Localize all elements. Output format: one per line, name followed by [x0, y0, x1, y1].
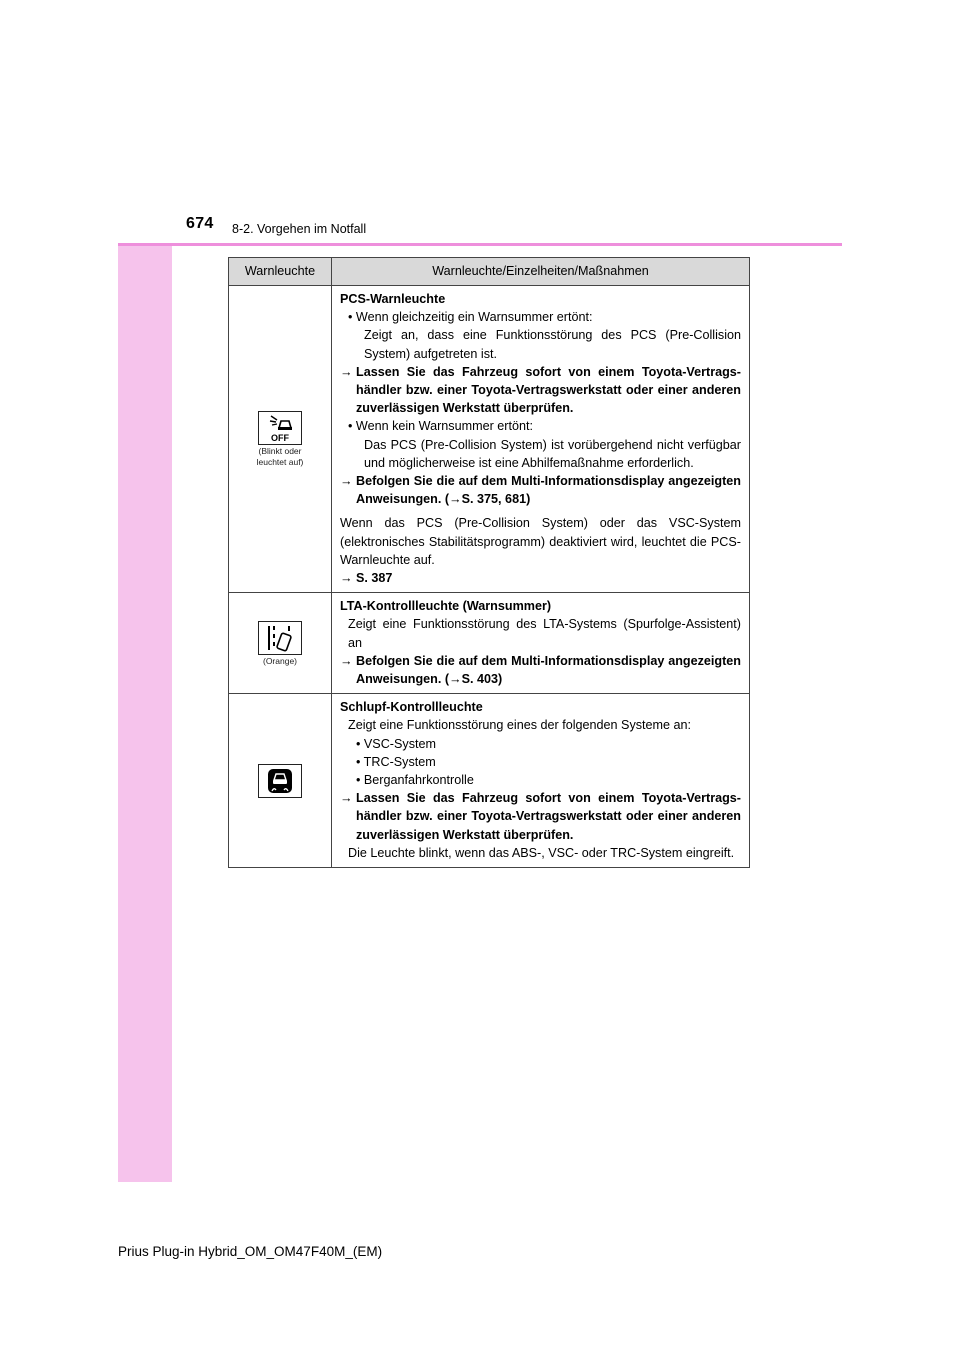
list-item: • TRC-System [356, 754, 436, 769]
icon-note: (Blinkt oder [258, 446, 302, 457]
footer-doc-id: Prius Plug-in Hybrid_OM_OM47F40M_(EM) [118, 1244, 383, 1259]
bullet-item: • Wenn gleichzeitig ein Warnsummer ertönt: [348, 310, 593, 325]
svg-text:OFF: OFF [271, 433, 289, 444]
note-paragraph: Wenn das PCS (Pre-Collision System) oder das VSC-System (elektronisches Stabilitätsprogramm) deaktiviert wird, leuchtet die PCS-Warnleuchte auf. [340, 516, 741, 567]
side-color-strip [118, 176, 172, 1182]
section-title: 8-2. Vorgehen im Notfall [232, 222, 367, 236]
list-item: • Berganfahrkontrolle [356, 773, 474, 788]
description-text: Zeigt eine Funktionsstörung des LTA-Systems (Spurfolge-Assistent) an [348, 617, 741, 650]
table-row [229, 694, 750, 868]
table-header-row [229, 258, 750, 286]
description-text: Zeigt eine Funktionsstörung eines der folgenden Systeme an: [348, 718, 692, 733]
header-rule [118, 243, 842, 246]
arrow-icon: → [340, 364, 353, 379]
icon-cell [229, 694, 332, 868]
action-text: Befolgen Sie die auf dem Multi-Informationsdisplay angezeigten Anweisungen. (→S. 403) [356, 653, 741, 687]
reference-line [340, 569, 741, 587]
column-header-warning-light: Warnleuchte [229, 258, 332, 286]
system-list [340, 735, 741, 790]
action-line [340, 363, 741, 418]
arrow-icon: → [340, 653, 353, 668]
warning-lights-table [228, 257, 750, 868]
table-row [229, 286, 750, 593]
reference-text: S. 387 [356, 571, 393, 586]
action-text: Lassen Sie das Fahrzeug sofort von einem Toyota-Vertragshändler bzw. einer Toyota-Vertragswerkstatt oder einer anderen zuverlässigen Werkstatt überprüfen. [356, 791, 741, 842]
icon-note: leuchtet auf) [256, 457, 304, 468]
icon-note: (Orange) [262, 655, 297, 666]
action-line [340, 652, 741, 688]
arrow-icon: → [340, 571, 353, 586]
details-cell [332, 694, 750, 868]
action-text: Lassen Sie das Fahrzeug sofort von einem Toyota-Vertragshändler bzw. einer Toyota-Vertragswerkstatt oder einer anderen zuverlässigen Werkstatt überprüfen. [356, 364, 741, 416]
details-cell [332, 593, 750, 694]
page-number: 674 [186, 215, 214, 232]
pcs-off-icon [258, 411, 302, 445]
table-row [229, 593, 750, 694]
list-item: • VSC-System [356, 736, 436, 751]
header-band [118, 176, 842, 244]
action-text: Befolgen Sie die auf dem Multi-Informationsdisplay angezeigten Anweisungen. (→S. 375, 681) [356, 474, 741, 507]
bullet-item: • Wenn kein Warnsummer ertönt: [348, 419, 533, 434]
action-line [340, 472, 741, 508]
slip-indicator-icon [258, 764, 302, 798]
lane-trace-icon [258, 621, 302, 655]
arrow-icon: → [340, 791, 353, 806]
note-text: Die Leuchte blinkt, wenn das ABS-, VSC- oder TRC-System eingreift. [348, 845, 735, 860]
arrow-icon: → [340, 474, 353, 489]
details-cell [332, 286, 750, 593]
icon-cell [229, 286, 332, 593]
bullet-text: Zeigt an, dass eine Funktionsstörung des PCS (Pre-Collision System) aufgetreten ist. [364, 328, 741, 361]
bullet-text: Das PCS (Pre-Collision System) ist vorübergehend nicht verfügbar und möglicherweise ist eine Abhilfemaßnahme erforderlich. [364, 437, 741, 470]
column-header-details: Warnleuchte/Einzelheiten/Maßnahmen [332, 258, 750, 286]
light-title: PCS-Warnleuchte [340, 292, 446, 306]
light-title: LTA-Kontrollleuchte (Warnsummer) [340, 599, 552, 614]
icon-cell [229, 593, 332, 694]
action-line [340, 789, 741, 844]
light-title: Schlupf-Kontrollleuchte [340, 700, 483, 715]
